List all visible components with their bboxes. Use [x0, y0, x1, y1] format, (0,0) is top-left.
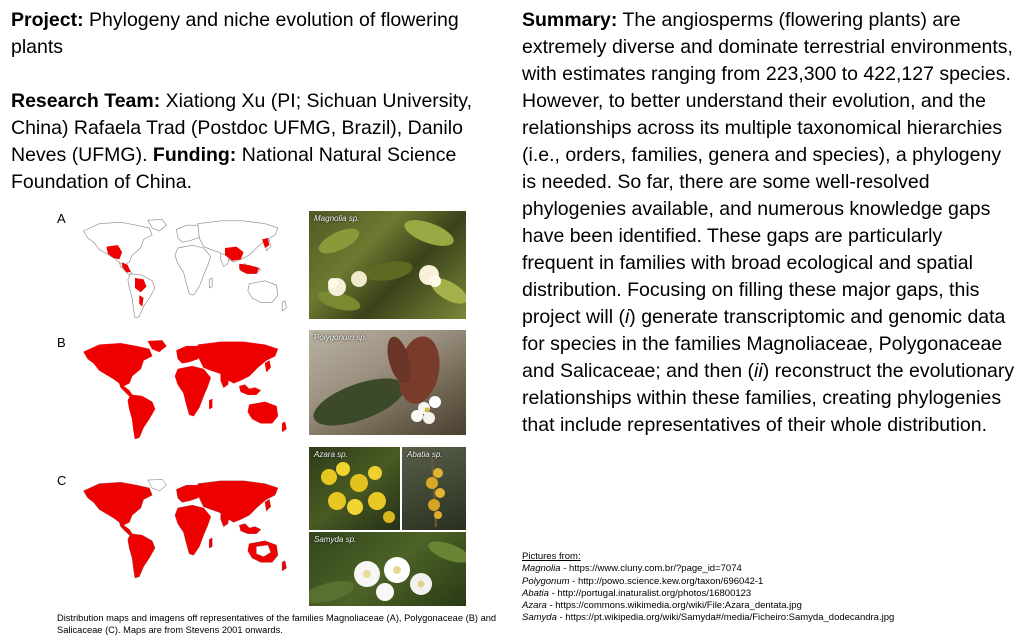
photo-caption-samyda: Samyda sp.	[314, 535, 357, 544]
panel-letter-a: A	[57, 211, 66, 226]
funding-label: Funding:	[152, 144, 237, 166]
map-polygonaceae	[69, 339, 301, 439]
summary-part-3: ) reconstruct the evolutionary relationships within these families, creating phylogenies that include representatives of their whole distribution.	[522, 360, 1015, 436]
map-magnoliaceae	[69, 218, 301, 318]
credit-item	[522, 563, 1017, 575]
figure-caption: Distribution maps and imagens off representatives of the families Magnoliaceae (A), Polygonaceae (B) and Salicaceae (C). Maps are from Stevens 2001 onwards.	[57, 613, 497, 635]
map-salicaceae	[69, 478, 301, 578]
photo-azara	[309, 447, 400, 530]
picture-credits	[522, 551, 1017, 625]
summary-roman-ii: ii	[754, 360, 763, 382]
photo-abatia	[402, 447, 466, 530]
summary-part-2: ) generate transcriptomic and genomic data for species in the families Magnoliaceae, Polygonaceae and Salicaceae; and then (	[522, 306, 1006, 382]
photo-caption-abatia: Abatia sp.	[407, 450, 443, 459]
credit-url: - https://www.cluny.com.br/?page_id=7074	[560, 563, 742, 575]
photo-polygonum	[309, 330, 466, 435]
credit-genus: Polygonum	[522, 575, 570, 587]
credit-genus: Abatia	[522, 587, 549, 599]
summary-text	[522, 7, 1017, 439]
project-line	[11, 7, 511, 61]
credit-url: - http://portugal.inaturalist.org/photos/16800123	[548, 587, 752, 599]
credit-item	[522, 600, 1017, 612]
credits-header: Pictures from:	[522, 551, 581, 562]
team-members: Xiationg Xu (PI; Sichuan University, China) Rafaela Trad (Postdoc UFMG, Brazil), Danilo Neves (UFMG).	[11, 90, 473, 166]
photo-caption-magnolia: Magnolia sp.	[314, 214, 360, 223]
photo-samyda	[309, 532, 466, 606]
team-line	[11, 88, 511, 196]
summary-label: Summary:	[522, 9, 618, 31]
credit-genus: Azara	[522, 600, 547, 612]
credit-item	[522, 576, 1017, 588]
project-title: Phylogeny and niche evolution of flowering plants	[11, 9, 459, 58]
credit-url: - https://pt.wikipedia.org/wiki/Samyda#/media/Ficheiro:Samyda_dodecandra.jpg	[556, 612, 895, 624]
project-label: Project:	[11, 9, 84, 31]
credit-genus: Magnolia	[522, 563, 561, 575]
credit-item	[522, 612, 1017, 624]
credit-genus: Samyda	[522, 612, 557, 624]
credit-item	[522, 588, 1017, 600]
panel-letter-c: C	[57, 473, 67, 488]
summary-part-1: The angiosperms (flowering plants) are extremely diverse and dominate terrestrial environments, with estimates ranging from 223,300 to 422,127 species. However, to better understand their evolution, and the relationships across its multiple taxonomical hierarchies (i.e., orders, families, genera and species), a phylogeny is needed. So far, there are some well-resolved phylogenies available, and numerous knowledge gaps have been identified. These gaps are particularly frequent in families with broad ecological and spatial distribution. Focusing on filling these major gaps, this project will (	[522, 9, 1013, 328]
panel-letter-b: B	[57, 335, 66, 350]
team-label: Research Team:	[11, 90, 161, 112]
summary-roman-i: i	[624, 306, 630, 328]
photo-magnolia	[309, 211, 466, 319]
summary-block	[522, 7, 1017, 439]
credit-url: - https://commons.wikimedia.org/wiki/File:Azara_dentata.jpg	[546, 600, 802, 612]
project-info	[11, 7, 511, 196]
photo-caption-azara: Azara sp.	[314, 450, 348, 459]
funding-source: National Natural Science Foundation of China.	[11, 144, 457, 193]
photo-caption-polygonum: Polygonum sp.	[314, 333, 367, 342]
credit-url: - http://powo.science.kew.org/taxon/696042-1	[569, 575, 764, 587]
